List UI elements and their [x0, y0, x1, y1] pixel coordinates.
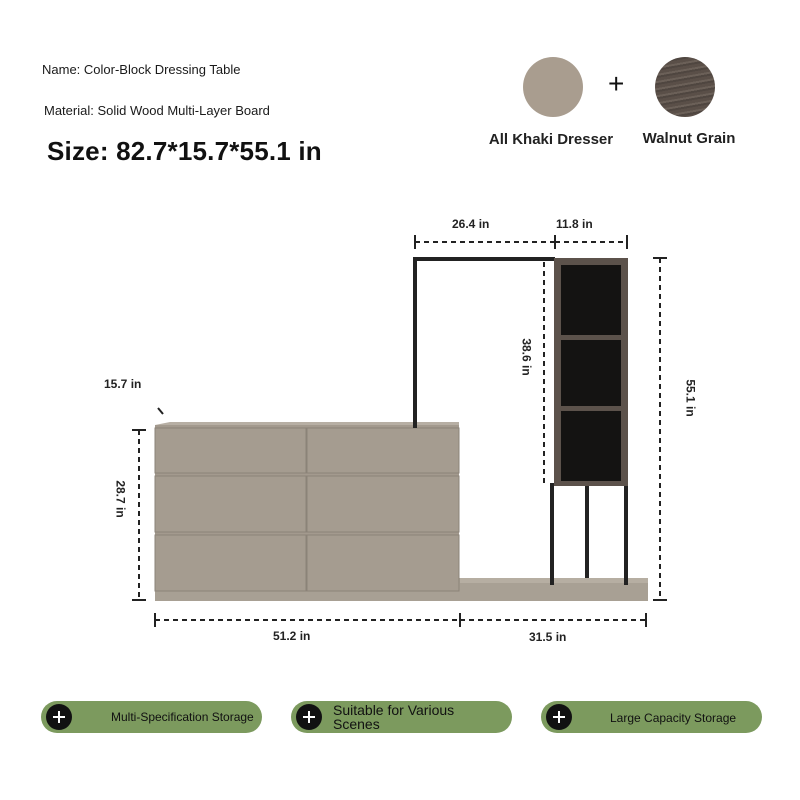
product-size: Size: 82.7*15.7*55.1 in: [47, 136, 322, 166]
total-height-label: 55.1 in: [683, 379, 698, 417]
plus-circle-icon: [46, 704, 72, 730]
feature-label: Suitable for Various Scenes: [333, 702, 455, 732]
feature-label: Large Capacity Storage: [610, 711, 737, 725]
walnut-label: Walnut Grain: [642, 130, 736, 147]
dresser-width-label: 51.2 in: [273, 629, 311, 643]
plus-circle-icon: [296, 704, 322, 730]
feature-pill-scenes: [291, 701, 512, 733]
khaki-label: All Khaki Dresser: [488, 131, 614, 148]
product-material: Material: Solid Wood Multi-Layer Board: [44, 103, 270, 118]
plus-sign: +: [608, 68, 625, 99]
depth-label: 15.7 in: [104, 377, 142, 391]
feature-pill-storage: [41, 701, 262, 733]
feature-pill-capacity: [541, 701, 762, 733]
drawers: [155, 428, 459, 591]
top-rail-width-label: 26.4 in: [452, 217, 490, 231]
product-name: Name: Color-Block Dressing Table: [42, 62, 241, 77]
feature-label: Multi-Specification Storage: [111, 710, 254, 724]
dresser-height-label: 28.7 in: [113, 480, 128, 518]
shelf-width-label: 11.8 in: [556, 217, 593, 231]
shelf-height-label: 38.6 in: [519, 338, 534, 376]
plus-circle-icon: [546, 704, 572, 730]
base-extension-label: 31.5 in: [529, 630, 567, 644]
